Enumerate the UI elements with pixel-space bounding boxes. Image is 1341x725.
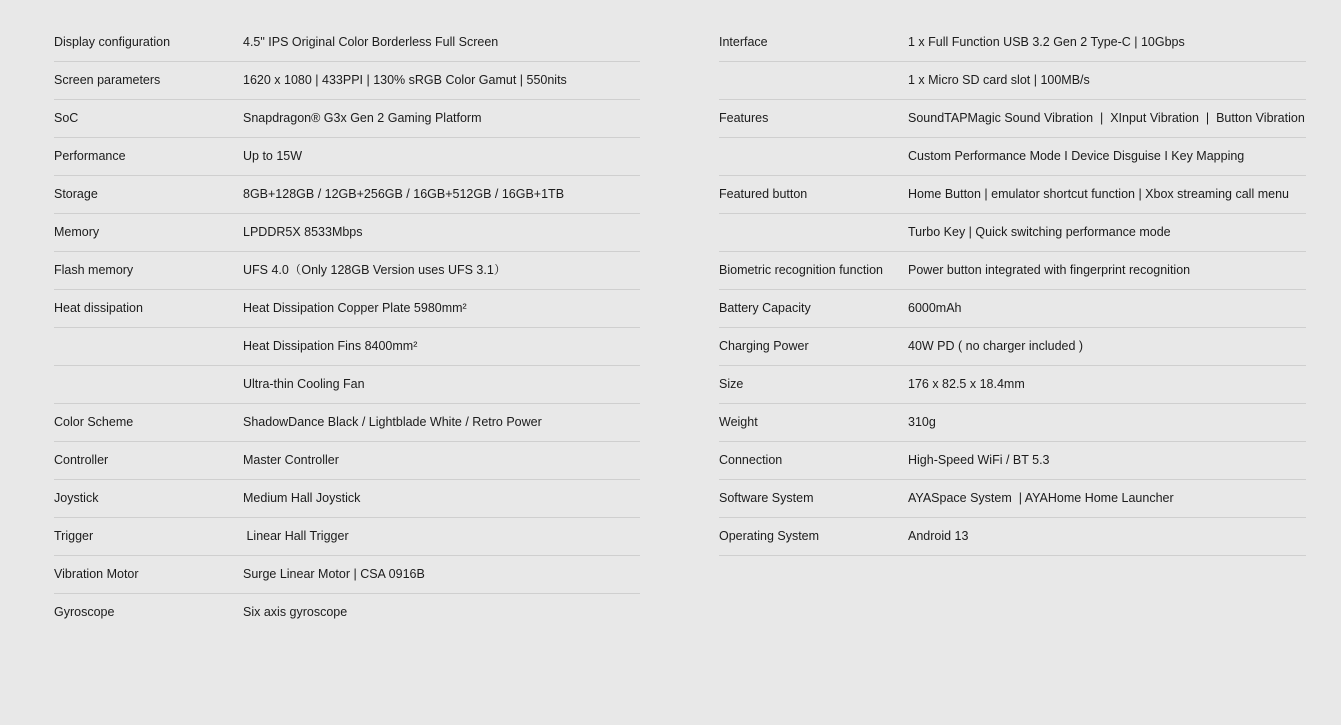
spec-value: Snapdragon® G3x Gen 2 Gaming Platform xyxy=(243,112,482,125)
spec-row-color-scheme xyxy=(54,404,640,442)
spec-value: Six axis gyroscope xyxy=(243,606,348,619)
spec-row-micro-sd xyxy=(719,62,1306,100)
spec-value: Surge Linear Motor | CSA 0916B xyxy=(243,568,425,581)
spec-label: Software System xyxy=(719,492,814,505)
spec-row-features xyxy=(719,100,1306,138)
spec-label: Featured button xyxy=(719,188,808,201)
spec-label: Color Scheme xyxy=(54,416,134,429)
spec-label: Operating System xyxy=(719,530,820,543)
spec-table-left xyxy=(54,24,640,631)
spec-value: 1 x Micro SD card slot | 100MB/s xyxy=(908,74,1090,87)
spec-value: 1620 x 1080 | 433PPI | 130% sRGB Color Gamut | 550nits xyxy=(243,74,567,87)
spec-row-featured-button-2 xyxy=(719,214,1306,252)
spec-row-gyroscope xyxy=(54,594,640,631)
spec-row-weight xyxy=(719,404,1306,442)
spec-value: Home Button | emulator shortcut function | Xbox streaming call menu xyxy=(908,188,1289,201)
spec-label: Display configuration xyxy=(54,36,171,49)
spec-label: Vibration Motor xyxy=(54,568,139,581)
spec-label: Heat dissipation xyxy=(54,302,143,315)
spec-row-heat-dissipation-fins xyxy=(54,328,640,366)
spec-row-connection xyxy=(719,442,1306,480)
spec-label: Memory xyxy=(54,226,100,239)
spec-label: Biometric recognition function xyxy=(719,264,883,277)
spec-value: 6000mAh xyxy=(908,302,962,315)
spec-row-cooling-fan xyxy=(54,366,640,404)
spec-value: AYASpace System | AYAHome Home Launcher xyxy=(908,492,1174,505)
spec-label: Storage xyxy=(54,188,98,201)
spec-label: Charging Power xyxy=(719,340,809,353)
spec-value: Ultra-thin Cooling Fan xyxy=(243,378,365,391)
spec-row-flash-memory xyxy=(54,252,640,290)
spec-row-battery-capacity xyxy=(719,290,1306,328)
spec-value: Heat Dissipation Fins 8400mm² xyxy=(243,340,418,353)
spec-label: Gyroscope xyxy=(54,606,115,619)
spec-row-storage xyxy=(54,176,640,214)
spec-row-software-system xyxy=(719,480,1306,518)
spec-row-size xyxy=(719,366,1306,404)
spec-row-vibration-motor xyxy=(54,556,640,594)
spec-row-screen-parameters xyxy=(54,62,640,100)
spec-row-performance xyxy=(54,138,640,176)
spec-row-featured-button xyxy=(719,176,1306,214)
spec-row-operating-system xyxy=(719,518,1306,556)
spec-label: Features xyxy=(719,112,769,125)
spec-row-features-2 xyxy=(719,138,1306,176)
spec-value: Up to 15W xyxy=(243,150,303,163)
spec-value: LPDDR5X 8533Mbps xyxy=(243,226,363,239)
spec-value: High-Speed WiFi / BT 5.3 xyxy=(908,454,1050,467)
spec-value: ShadowDance Black / Lightblade White / Retro Power xyxy=(243,416,542,429)
spec-value: 176 x 82.5 x 18.4mm xyxy=(908,378,1025,391)
spec-row-joystick xyxy=(54,480,640,518)
spec-value: Heat Dissipation Copper Plate 5980mm² xyxy=(243,302,467,315)
spec-label: Battery Capacity xyxy=(719,302,811,315)
spec-row-memory xyxy=(54,214,640,252)
spec-label: Interface xyxy=(719,36,768,49)
spec-label: Connection xyxy=(719,454,783,467)
spec-value: 40W PD ( no charger included ) xyxy=(908,340,1084,353)
spec-value: 4.5" IPS Original Color Borderless Full Screen xyxy=(243,36,499,49)
spec-label: Screen parameters xyxy=(54,74,161,87)
spec-value: SoundTAPMagic Sound Vibration | XInput Vibration | Button Vibration xyxy=(908,112,1305,125)
spec-row-display-configuration xyxy=(54,24,640,62)
spec-label: Trigger xyxy=(54,530,94,543)
spec-label: Size xyxy=(719,378,744,391)
spec-value: Power button integrated with fingerprint recognition xyxy=(908,264,1191,277)
spec-label: Performance xyxy=(54,150,126,163)
spec-value: Turbo Key | Quick switching performance mode xyxy=(908,226,1171,239)
spec-row-heat-dissipation xyxy=(54,290,640,328)
spec-label: Controller xyxy=(54,454,109,467)
spec-table-right xyxy=(719,24,1306,556)
spec-row-soc xyxy=(54,100,640,138)
spec-value: Linear Hall Trigger xyxy=(243,530,349,543)
spec-value: 310g xyxy=(908,416,936,429)
spec-value: UFS 4.0（Only 128GB Version uses UFS 3.1） xyxy=(243,264,507,277)
spec-row-controller xyxy=(54,442,640,480)
spec-label: Weight xyxy=(719,416,758,429)
spec-row-interface xyxy=(719,24,1306,62)
spec-value: Medium Hall Joystick xyxy=(243,492,361,505)
spec-value: Master Controller xyxy=(243,454,339,467)
spec-label: Flash memory xyxy=(54,264,134,277)
spec-value: 8GB+128GB / 12GB+256GB / 16GB+512GB / 16GB+1TB xyxy=(243,188,565,201)
spec-value: Custom Performance Mode I Device Disguise I Key Mapping xyxy=(908,150,1245,163)
spec-value: Android 13 xyxy=(908,530,969,543)
spec-row-trigger xyxy=(54,518,640,556)
spec-value: 1 x Full Function USB 3.2 Gen 2 Type-C | 10Gbps xyxy=(908,36,1185,49)
spec-label: SoC xyxy=(54,112,79,125)
spec-row-charging-power xyxy=(719,328,1306,366)
spec-label: Joystick xyxy=(54,492,99,505)
spec-row-biometric xyxy=(719,252,1306,290)
